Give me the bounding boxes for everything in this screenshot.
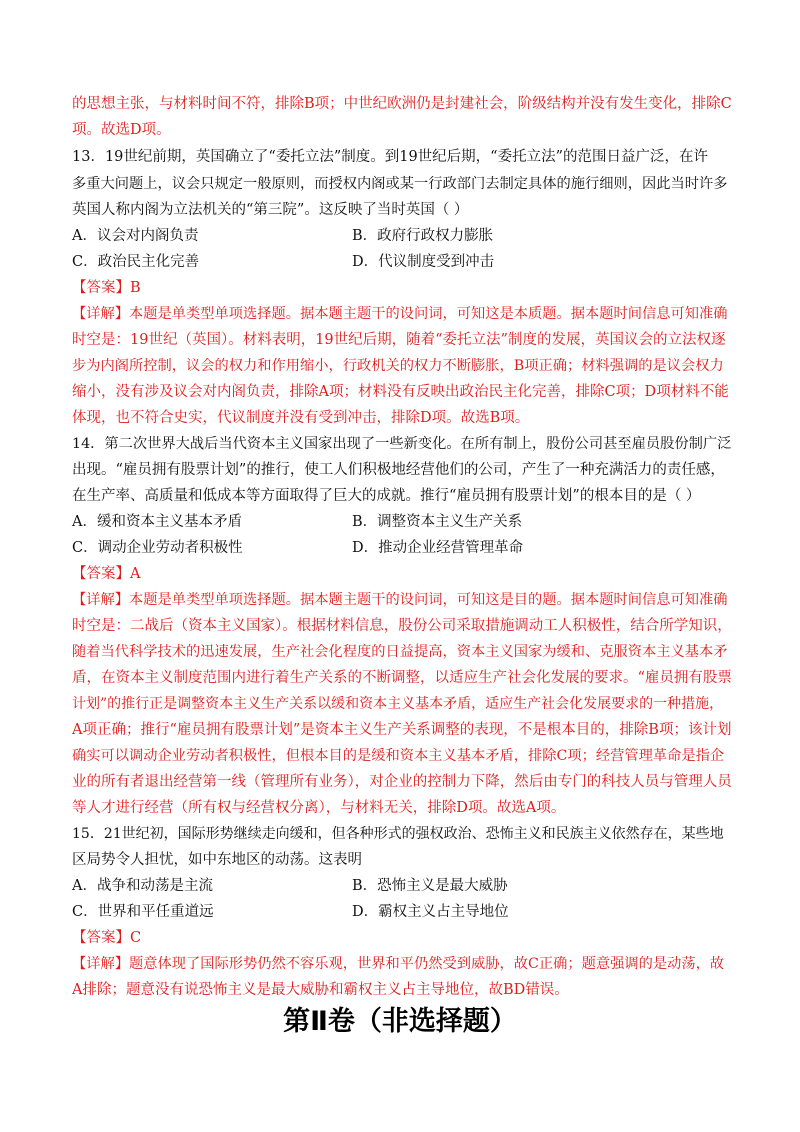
question-14-analysis: 随着当代科学技术的迅速发展，生产社会化程度的日益提高，资本主义国家为缓和、克服资本主义基本矛	[72, 644, 728, 660]
question-15-option-a: A．战争和动荡是主流	[72, 878, 213, 894]
question-14-analysis: 业的所有者退出经营第一线（管理所有业务），对企业的控制力下降，然后由专门的科技人员与管理人员	[72, 774, 732, 790]
question-13-analysis: 【详解】本题是单类型单项选择题。据本题主题干的设问词，可知这是本质题。据本题时间信息可知准确	[72, 306, 728, 322]
question-14-analysis: 确实可以调动企业劳动者积极性，但根本目的是缓和资本主义基本矛盾，排除C项；经营管理革命是指企	[72, 748, 725, 764]
question-15-option-d: D．霸权主义占主导地位	[352, 904, 509, 920]
question-15-analysis: A排除；题意没有说恐怖主义是最大威胁和霸权主义占主导地位，故BD错误。	[72, 982, 569, 998]
section-title: 第Ⅱ卷（非选择题）	[283, 1006, 517, 1037]
question-14-analysis: 时空是：二战后（资本主义国家）。根据材料信息，股份公司采取措施调动工人积极性，结合所学知识，	[72, 618, 732, 634]
question-13-analysis: 体现，也不符合史实，代议制度并没有受到冲击，排除D项。故选B项。	[72, 410, 530, 426]
question-14-option-c: C．调动企业劳动者积极性	[72, 540, 243, 556]
question-13-analysis: 缩小，没有涉及议会对内阁负责，排除A项；材料没有反映出政治民主化完善，排除C项；D项材料不能	[72, 384, 729, 400]
question-14-stem: 14．第二次世界大战后当代资本主义国家出现了一些新变化。在所有制上，股份公司甚至雇员股份制广泛	[72, 436, 732, 452]
question-14-analysis: 盾，在资本主义制度范围内进行着生产关系的不断调整，以适应生产社会化发展的要求。“雇员拥有股票	[72, 670, 732, 686]
question-14-stem: 出现。“雇员拥有股票计划”的推行，使工人们积极地经营他们的公司，产生了一种充满活力的责任感，	[72, 462, 725, 478]
question-14-stem: 在生产率、高质量和低成本等方面取得了巨大的成就。推行“雇员拥有股票计划”的根本目的是（ ）	[72, 488, 701, 504]
question-15-option-c: C．世界和平任重道远	[72, 904, 214, 920]
question-14-answer: 【答案】A	[72, 566, 141, 582]
question-14-option-a: A．缓和资本主义基本矛盾	[72, 514, 242, 530]
question-15-answer: 【答案】C	[72, 930, 142, 946]
question-13-answer: 【答案】B	[72, 280, 141, 296]
question-15-stem: 15．21世纪初，国际形势继续走向缓和，但各种形式的强权政治、恐怖主义和民族主义依然存在，某些地	[72, 826, 724, 842]
question-15-analysis: 【详解】题意体现了国际形势仍然不容乐观，世界和平仍然受到威胁，故C正确；题意强调的是动荡，故	[72, 956, 725, 972]
question-13-option-c: C．政治民主化完善	[72, 254, 200, 270]
question-13-option-a: A．议会对内阁负责	[72, 228, 199, 244]
question-13-option-d: D．代议制度受到冲击	[352, 254, 495, 270]
question-13-stem: 多重大问题上，议会只规定一般原则，而授权内阁或某一行政部门去制定具体的施行细则，因此当时许多	[72, 176, 728, 192]
question-13-option-b: B．政府行政权力膨胀	[352, 228, 494, 244]
question-13-analysis: 时空是：19世纪（英国）。材料表明，19世纪后期，随着“委托立法”制度的发展，英国议会的立法权逐	[72, 332, 726, 348]
question-14-analysis: 等人才进行经营（所有权与经营权分离），与材料无关，排除D项。故选A项。	[72, 800, 566, 816]
question-15-stem: 区局势令人担忧，如中东地区的动荡。这表明	[72, 852, 362, 868]
question-14-option-b: B．调整资本主义生产关系	[352, 514, 523, 530]
question-14-option-d: D．推动企业经营管理革命	[352, 540, 524, 556]
intro-line: 的思想主张，与材料时间不符，排除B项；中世纪欧洲仍是封建社会，阶级结构并没有发生变化，排除C	[72, 96, 732, 112]
question-13-stem: 英国人称内阁为立法机关的“第三院”。这反映了当时英国（ ）	[72, 202, 469, 218]
question-14-analysis: 【详解】本题是单类型单项选择题。据本题主题干的设问词，可知这是目的题。据本题时间信息可知准确	[72, 592, 728, 608]
question-15-option-b: B．恐怖主义是最大威胁	[352, 878, 508, 894]
question-13-analysis: 步为内阁所控制，议会的权力和作用缩小，行政机关的权力不断膨胀，B项正确；材料强调的是议会权力	[72, 358, 724, 374]
question-13-stem: 13．19世纪前期，英国确立了“委托立法”制度。到19世纪后期，“委托立法”的范围日益广泛，在许	[72, 149, 708, 165]
question-14-analysis: A项正确；推行“雇员拥有股票计划”是资本主义生产关系调整的表现，不是根本目的，排除B项；该计划	[72, 722, 732, 738]
intro-line: 项。故选D项。	[72, 122, 171, 138]
question-14-analysis: 计划”的推行正是调整资本主义生产关系以缓和资本主义基本矛盾，适应生产社会化发展要求的一种措施，	[72, 696, 724, 712]
